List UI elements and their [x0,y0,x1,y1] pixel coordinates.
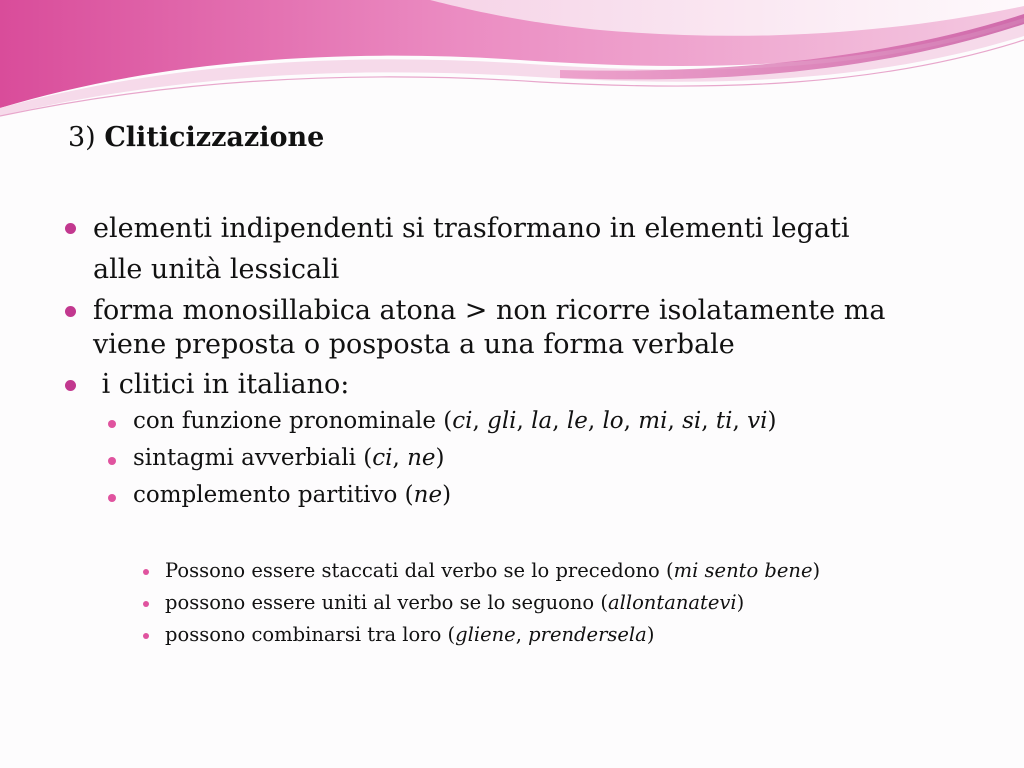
sub-bullet-text [133,445,445,473]
clitic-example: le [566,408,588,434]
bullet-line: viene preposta o posposta a una forma verbale [93,329,735,360]
text-prefix: con funzione pronominale ( [133,408,453,434]
text-suffix: ) [767,408,777,434]
bullet-item-1 [93,210,850,292]
bullet-item-3 [93,367,349,403]
separator: , [701,408,716,434]
sub-bullet-dot [108,420,116,428]
sub-sub-bullet-item-3 [165,623,654,646]
example-italic: prendersela [528,623,647,646]
sub-sub-bullet-dot [143,601,149,607]
clitic-example: ti [715,408,733,434]
sub-sub-bullet-dot [143,633,149,639]
separator: , [472,408,488,434]
separator: , [667,408,683,434]
bullet-line: forma monosillabica atona > non ricorre isolatamente ma [93,295,886,326]
example-italic: gliene [455,623,516,646]
sub-sub-bullet-dot [143,569,149,575]
slide-title [68,120,324,155]
text-prefix: sintagmi avverbiali ( [133,445,373,471]
sub-bullet-dot [108,494,116,502]
clitic-example: vi [747,408,768,434]
clitic-example: la [531,408,553,434]
separator: , [392,445,408,471]
title-text: Cliticizzazione [104,122,325,153]
bullet-dot [65,380,76,391]
bullet-line: i clitici in italiano: [93,369,350,400]
sub-bullet-item-2 [133,445,445,473]
sub-sub-bullet-text [165,591,744,614]
clitic-example: si [682,408,702,434]
separator: , [623,408,639,434]
separator: , [587,408,603,434]
sub-bullet-text [133,408,776,436]
text-separator: , [515,623,529,646]
clitic-example: lo [602,408,624,434]
sub-bullet-text [133,482,451,510]
bullet-line: elementi indipendenti si trasformano in elementi legati [93,213,850,244]
clitic-example: ne [407,445,436,471]
text-suffix: ) [646,623,655,646]
clitic-example: ne [413,482,443,508]
clitic-example: gli [487,408,517,434]
text-prefix: possono combinarsi tra loro ( [165,623,456,646]
clitic-example: ci [452,408,473,434]
bullet-item-2 [93,293,885,361]
text-prefix: complemento partitivo ( [133,482,414,508]
sub-bullet-dot [108,457,116,465]
text-suffix: ) [736,591,745,614]
sub-bullet-item-3 [133,482,451,510]
separator: , [552,408,567,434]
header-wave-decoration [0,0,1024,130]
bullet-dot [65,306,76,317]
sub-sub-bullet-text [165,623,654,646]
bullet-line: alle unità lessicali [93,254,340,285]
clitic-example: ci [372,445,393,471]
separator: , [732,408,748,434]
title-number: 3) [68,122,96,153]
text-prefix: possono essere uniti al verbo se lo seguono ( [165,591,608,614]
separator: , [516,408,532,434]
example-italic: allontanatevi [607,591,737,614]
text-suffix: ) [435,445,445,471]
text-suffix: ) [812,559,821,582]
sub-sub-bullet-item-1 [165,559,820,582]
sub-sub-bullet-item-2 [165,591,744,614]
sub-sub-bullet-text [165,559,820,582]
clitic-example: mi [638,408,668,434]
text-prefix: Possono essere staccati dal verbo se lo precedono ( [165,559,674,582]
bullet-dot [65,223,76,234]
sub-bullet-item-1 [133,408,776,436]
example-italic: mi sento bene [673,559,813,582]
text-suffix: ) [442,482,452,508]
